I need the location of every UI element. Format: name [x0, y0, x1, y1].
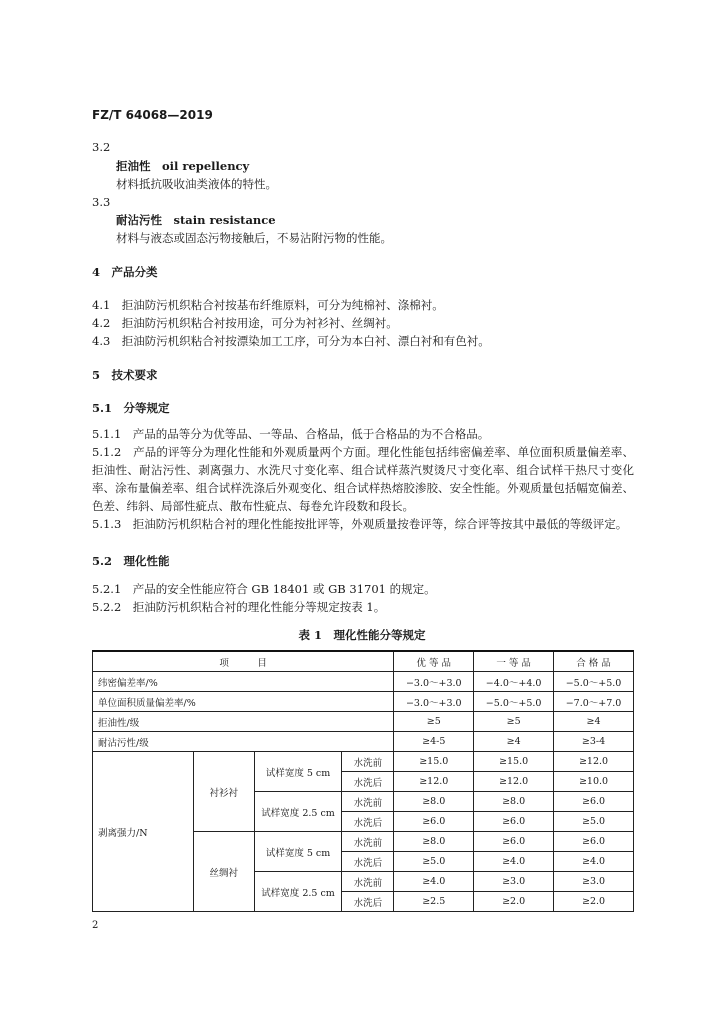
table-header-row — [93, 651, 634, 672]
cell: −3.0～+3.0 — [394, 672, 474, 692]
cell: ≥5 — [394, 712, 474, 732]
clause-5-2-heading: 5.2 理化性能 — [92, 554, 170, 568]
cell: ≥5 — [474, 712, 554, 732]
shirt-interlining-label: 衬衫衬 — [193, 752, 254, 832]
cell: ≥8.0 — [394, 832, 474, 852]
cell: ≥5.0 — [394, 852, 474, 872]
cell: ≥12.0 — [554, 752, 634, 772]
cell: ≥5.0 — [554, 812, 634, 832]
row-label: 单位面积质量偏差率/% — [93, 692, 394, 712]
cell: ≥6.0 — [554, 792, 634, 812]
clause-4-2: 4.2 拒油防污机织粘合衬按用途，可分为衬衫衬、丝绸衬。 — [92, 316, 398, 330]
cell: ≥3.0 — [474, 872, 554, 892]
clause-4-1: 4.1 拒油防污机织粘合衬按基布纤维原料，可分为纯棉衬、涤棉衬。 — [92, 298, 444, 312]
cell: ≥8.0 — [394, 792, 474, 812]
cell: ≥4 — [474, 732, 554, 752]
clause-5-2-2: 5.2.2 拒油防污机织粘合衬的理化性能分等规定按表 1。 — [92, 600, 386, 614]
cell: ≥3-4 — [554, 732, 634, 752]
cell: ≥8.0 — [474, 792, 554, 812]
clause-5-1-2: 5.1.2 产品的评等分为理化性能和外观质量两个方面。理化性能包括纬密偏差率、单位面积质量偏差率、拒油性、耐沾污性、剥离强力、水洗尺寸变化率、组合试样蒸汽熨烫尺寸变化率、组合试样干热尺寸变化率、涂布量偏差率、组合试样洗涤后外观变化、组合试样热熔胶渗胶、安全性能。外观质量包括幅宽偏差、色差、纬斜、局部性疵点、散布性疵点、每卷允许段数和段长。 — [92, 445, 634, 513]
cell: ≥15.0 — [474, 752, 554, 772]
cell: −5.0～+5.0 — [474, 692, 554, 712]
row-label: 纬密偏差率/% — [93, 672, 394, 692]
cell: ≥2.0 — [554, 892, 634, 912]
row-label: 耐沾污性/级 — [93, 732, 394, 752]
header-grade-first: 一 等 品 — [474, 651, 554, 672]
clause-5-1-heading: 5.1 分等规定 — [92, 401, 170, 415]
after-wash-label: 水洗后 — [342, 772, 394, 792]
cell: ≥6.0 — [474, 812, 554, 832]
cell: ≥12.0 — [474, 772, 554, 792]
table-1 — [92, 650, 634, 912]
cell: −7.0～+7.0 — [554, 692, 634, 712]
cell: ≥2.0 — [474, 892, 554, 912]
clause-3-3-number: 3.3 — [92, 195, 111, 209]
width-2-5cm-label: 试样宽度 2.5 cm — [254, 872, 342, 912]
table-row — [93, 692, 634, 712]
cell: ≥15.0 — [394, 752, 474, 772]
cell: −5.0～+5.0 — [554, 672, 634, 692]
header-grade-superior: 优 等 品 — [394, 651, 474, 672]
clause-5-1-1: 5.1.1 产品的品等分为优等品、一等品、合格品，低于合格品的为不合格品。 — [92, 427, 490, 441]
page-number: 2 — [92, 920, 99, 931]
section-4-heading: 4 产品分类 — [92, 265, 158, 279]
clause-3-2-term: 拒油性 oil repellency — [116, 159, 250, 173]
after-wash-label: 水洗后 — [342, 812, 394, 832]
clause-3-3-term: 耐沾污性 stain resistance — [116, 213, 276, 227]
before-wash-label: 水洗前 — [342, 792, 394, 812]
before-wash-label: 水洗前 — [342, 752, 394, 772]
width-2-5cm-label: 试样宽度 2.5 cm — [254, 792, 342, 832]
table-row — [93, 752, 634, 772]
clause-5-2-1: 5.2.1 产品的安全性能应符合 GB 18401 或 GB 31701 的规定。 — [92, 582, 436, 596]
cell: ≥4.0 — [394, 872, 474, 892]
table-row — [93, 672, 634, 692]
header-item: 项 目 — [93, 651, 394, 672]
peel-strength-label: 剥离强力/N — [93, 752, 194, 912]
clause-3-2-definition: 材料抵抗吸收油类液体的特性。 — [116, 177, 277, 191]
clause-3-2-number: 3.2 — [92, 140, 111, 154]
cell: ≥6.0 — [474, 832, 554, 852]
document-header: FZ/T 64068—2019 — [92, 108, 213, 122]
cell: ≥12.0 — [394, 772, 474, 792]
cell: ≥4 — [554, 712, 634, 732]
table-row — [93, 732, 634, 752]
cell: ≥6.0 — [554, 832, 634, 852]
width-5cm-label: 试样宽度 5 cm — [254, 752, 342, 792]
section-5-heading: 5 技术要求 — [92, 368, 158, 382]
cell: ≥6.0 — [394, 812, 474, 832]
width-5cm-label: 试样宽度 5 cm — [254, 832, 342, 872]
cell: ≥4.0 — [474, 852, 554, 872]
before-wash-label: 水洗前 — [342, 872, 394, 892]
before-wash-label: 水洗前 — [342, 832, 394, 852]
cell: ≥4.0 — [554, 852, 634, 872]
cell: −3.0～+3.0 — [394, 692, 474, 712]
silk-interlining-label: 丝绸衬 — [193, 832, 254, 912]
cell: ≥3.0 — [554, 872, 634, 892]
table-1-title: 表 1 理化性能分等规定 — [298, 628, 426, 642]
cell: ≥4-5 — [394, 732, 474, 752]
cell: −4.0～+4.0 — [474, 672, 554, 692]
after-wash-label: 水洗后 — [342, 892, 394, 912]
cell: ≥10.0 — [554, 772, 634, 792]
header-grade-qualified: 合 格 品 — [554, 651, 634, 672]
clause-4-3: 4.3 拒油防污机织粘合衬按漂染加工工序，可分为本白衬、漂白衬和有色衬。 — [92, 334, 490, 348]
after-wash-label: 水洗后 — [342, 852, 394, 872]
table-row — [93, 712, 634, 732]
clause-3-3-definition: 材料与液态或固态污物接触后，不易沾附污物的性能。 — [116, 231, 392, 245]
cell: ≥2.5 — [394, 892, 474, 912]
row-label: 拒油性/级 — [93, 712, 394, 732]
clause-5-1-3: 5.1.3 拒油防污机织粘合衬的理化性能按批评等，外观质量按卷评等，综合评等按其中最低的等级评定。 — [92, 517, 628, 531]
